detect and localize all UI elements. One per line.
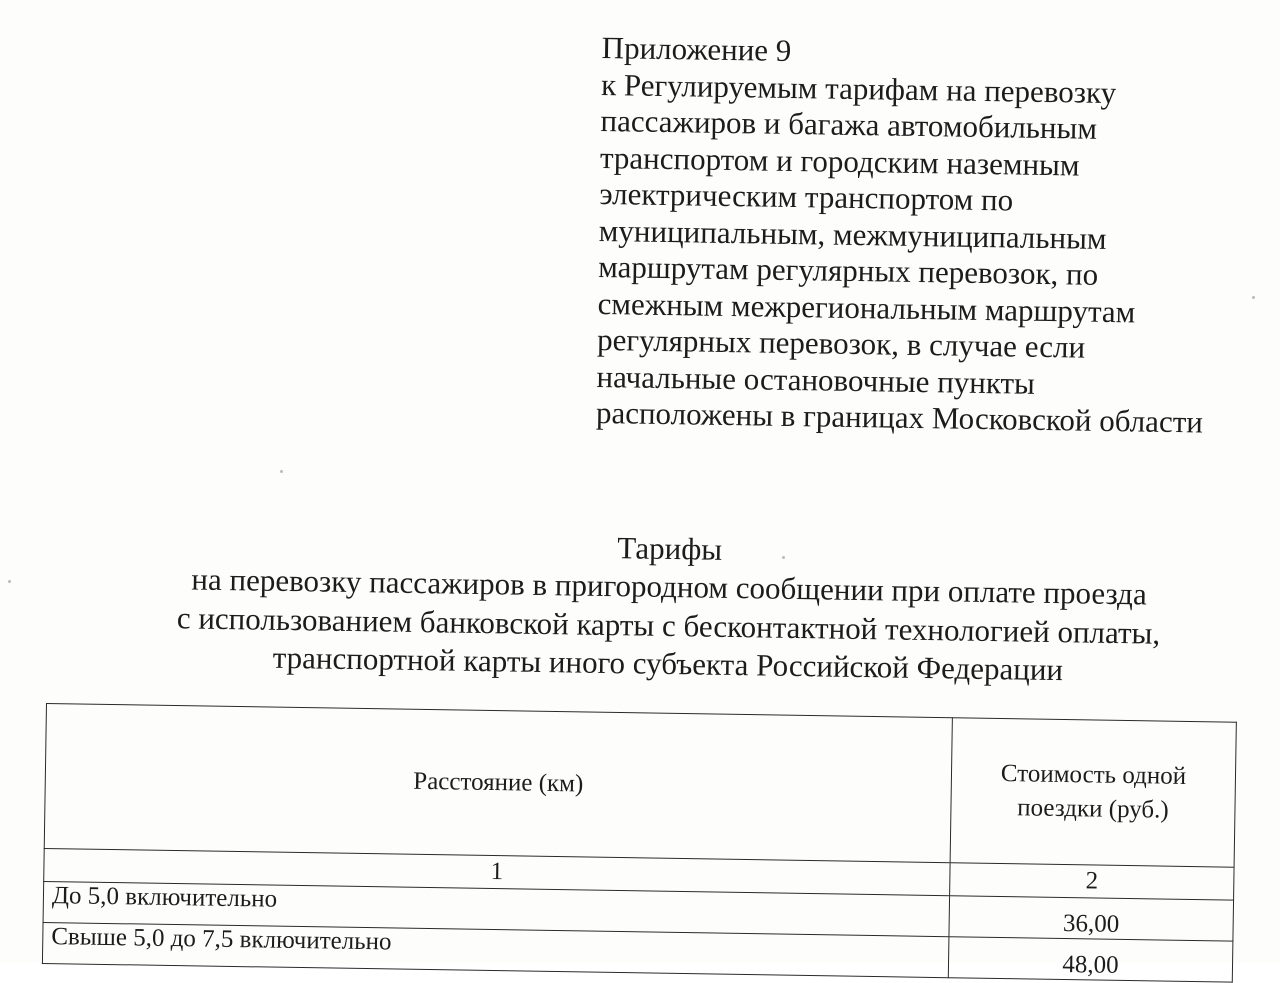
annex-line: расположены в границах Московской области <box>595 394 1204 440</box>
column-number: 1 <box>44 848 950 895</box>
annex-line: маршрутам регулярных перевозок, по <box>598 248 1099 292</box>
annex-line: электрическим транспортом по <box>599 175 1014 218</box>
distance-cell: Свыше 5,0 до 7,5 включительно <box>42 922 949 977</box>
tariff-heading <box>88 521 1250 693</box>
distance-cell: До 5,0 включительно <box>43 881 950 936</box>
price-cell: 48,00 <box>948 937 1233 982</box>
tariff-table-container <box>42 703 1236 983</box>
annex-line: к Регулируемым тарифам на перевозку <box>600 66 1117 110</box>
annex-reference <box>596 30 1272 442</box>
column-number: 2 <box>950 863 1234 900</box>
annex-line: транспортом и городским наземным <box>599 139 1080 183</box>
annex-line: смежным межрегиональным маршрутам <box>597 285 1136 329</box>
annex-line: регулярных перевозок, в случае если <box>596 321 1086 365</box>
subtitle-line: на перевозку пассажиров в пригородном сообщении при оплате проезда <box>191 561 1148 612</box>
annex-line: муниципальным, межмуниципальным <box>598 212 1107 256</box>
annex-line: начальные остановочные пункты <box>596 358 1036 401</box>
scan-speck <box>8 580 11 583</box>
scan-speck <box>280 470 283 473</box>
tariff-table <box>42 703 1237 983</box>
annex-number: Приложение 9 <box>601 30 792 68</box>
annex-line: пассажиров и багажа автомобильным <box>600 102 1098 146</box>
price-cell: 36,00 <box>949 896 1234 941</box>
subtitle-line: транспортной карты иного субъекта Российской Федерации <box>272 639 1064 688</box>
document-title: Тарифы <box>616 530 723 567</box>
header-price: Стоимость одной поездки (руб.) <box>950 718 1236 867</box>
header-distance: Расстояние (км) <box>44 704 952 863</box>
subtitle-line: с использованием банковской карты с бесконтактной технологией оплаты, <box>176 599 1161 651</box>
table-header-row <box>44 704 1236 868</box>
